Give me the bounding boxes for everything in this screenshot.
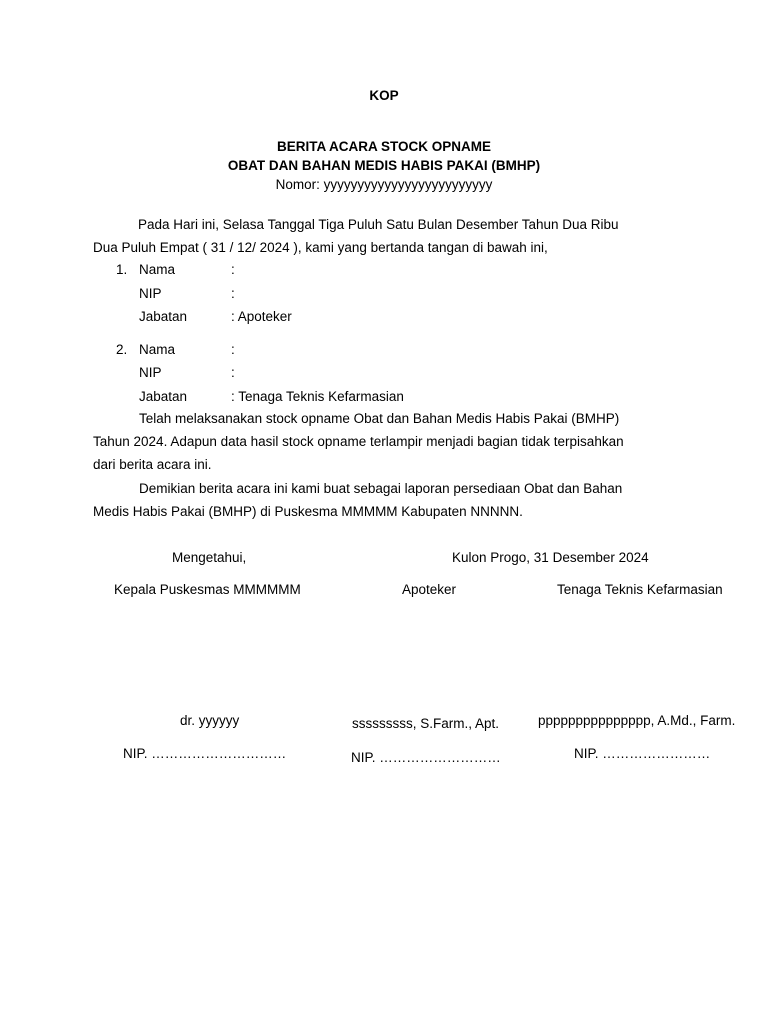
field-value: : Apoteker bbox=[231, 309, 292, 324]
signer-name-2: sssssssss, S.Farm., Apt. bbox=[352, 716, 500, 731]
field-label: Nama bbox=[139, 262, 176, 277]
intro-line-1: Pada Hari ini, Selasa Tanggal Tiga Puluh Satu Bulan Desember Tahun Dua Ribu bbox=[138, 217, 619, 232]
person-number: 2. bbox=[116, 342, 128, 357]
field-value: : bbox=[231, 262, 235, 277]
field-label: NIP bbox=[139, 286, 162, 301]
field-label: NIP bbox=[139, 365, 162, 380]
signer-name-3: ppppppppppppppp, A.Md., Farm. bbox=[538, 713, 736, 728]
role-tenaga-teknis: Tenaga Teknis Kefarmasian bbox=[557, 582, 723, 597]
field-label: Jabatan bbox=[139, 389, 188, 404]
signer-nip-3: NIP. …………………… bbox=[574, 746, 711, 761]
document-title: BERITA ACARA STOCK OPNAME bbox=[276, 139, 491, 154]
place-date: Kulon Progo, 31 Desember 2024 bbox=[452, 550, 649, 565]
para2-line-3: dari berita acara ini. bbox=[93, 457, 212, 472]
intro-line-2: Dua Puluh Empat ( 31 / 12/ 2024 ), kami yang bertanda tangan di bawah ini, bbox=[93, 240, 548, 255]
person-number: 1. bbox=[116, 262, 128, 277]
field-label: Jabatan bbox=[139, 309, 188, 324]
mengetahui-label: Mengetahui, bbox=[172, 550, 247, 565]
field-value: : Tenaga Teknis Kefarmasian bbox=[231, 389, 404, 404]
field-label: Nama bbox=[139, 342, 176, 357]
signer-nip-1: NIP. ………………………… bbox=[123, 746, 287, 761]
signer-name-1: dr. yyyyyy bbox=[180, 713, 240, 728]
role-apoteker: Apoteker bbox=[402, 582, 457, 597]
field-value: : bbox=[231, 286, 235, 301]
para2-line-2: Tahun 2024. Adapun data hasil stock opname terlampir menjadi bagian tidak terpisahkan bbox=[93, 434, 624, 449]
para3-line-1: Demikian berita acara ini kami buat sebagai laporan persediaan Obat dan Bahan bbox=[139, 481, 623, 496]
para3-line-2: Medis Habis Pakai (BMHP) di Puskesma MMMMM Kabupaten NNNNN. bbox=[93, 504, 523, 519]
kop-heading: KOP bbox=[369, 88, 399, 103]
field-value: : bbox=[231, 342, 235, 357]
field-value: : bbox=[231, 365, 235, 380]
para2-line-1: Telah melaksanakan stock opname Obat dan Bahan Medis Habis Pakai (BMHP) bbox=[139, 411, 620, 426]
signer-nip-2: NIP. ……………………… bbox=[351, 750, 501, 765]
role-kepala-puskesmas: Kepala Puskesmas MMMMMM bbox=[114, 582, 301, 597]
document-subtitle: OBAT DAN BAHAN MEDIS HABIS PAKAI (BMHP) bbox=[227, 158, 541, 173]
document-number: Nomor: yyyyyyyyyyyyyyyyyyyyyyyyy bbox=[275, 177, 493, 192]
